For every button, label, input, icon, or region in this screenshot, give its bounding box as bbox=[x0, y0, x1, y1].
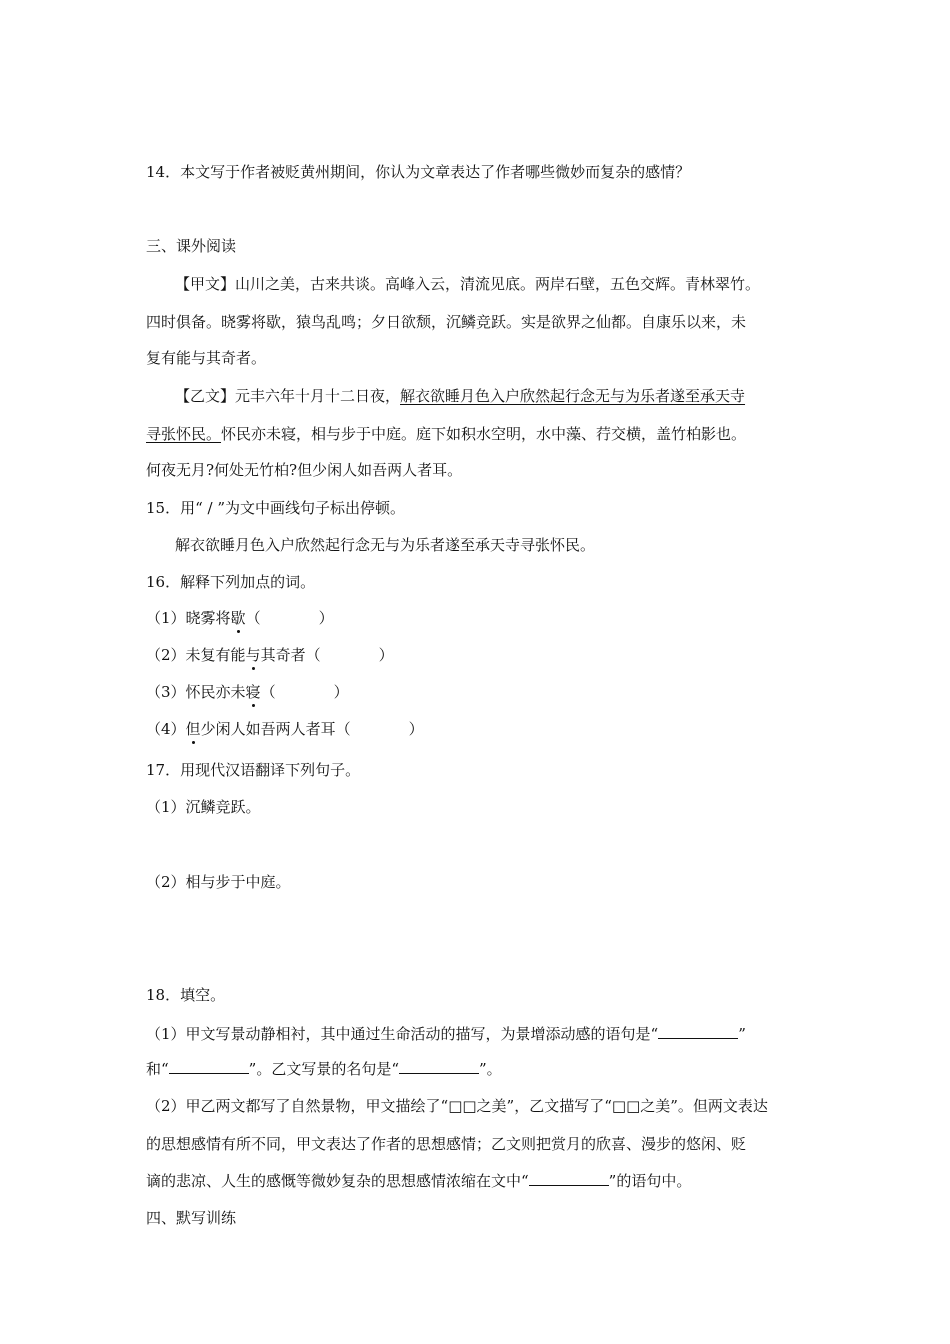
yi-text-line-3: 何夜无月?何处无竹柏?但少闲人如吾两人者耳。 bbox=[146, 461, 463, 479]
item-text: ） bbox=[378, 646, 394, 664]
dotted-word: 寝 bbox=[245, 683, 261, 701]
question-18-part-2-line-3 bbox=[146, 1171, 691, 1191]
question-18-stem: 18．填空。 bbox=[146, 986, 226, 1004]
dotted-word: 与 bbox=[245, 646, 261, 664]
question-14: 14．本文写于作者被贬黄州期间，你认为文章表达了作者哪些微妙而复杂的感情？ bbox=[146, 163, 691, 181]
question-18-part-1-line-1 bbox=[146, 1024, 746, 1044]
item-text: （1）甲文写景动静相衬，其中通过生命活动的描写，为景增添动感的语句是“ bbox=[146, 1025, 659, 1043]
item-text: （2）未复有能 bbox=[146, 646, 246, 664]
item-text: ） bbox=[408, 720, 424, 738]
question-16-stem: 16．解释下列加点的词。 bbox=[146, 573, 316, 591]
answer-blank bbox=[529, 1171, 609, 1186]
item-text: （4） bbox=[146, 720, 186, 738]
yi-text-line-1 bbox=[175, 386, 745, 406]
jia-text-line-1: 【甲文】山川之美，古来共谈。高峰入云，清流见底。两岸石壁，五色交辉。青林翠竹。 bbox=[175, 275, 761, 293]
answer-blank bbox=[658, 1024, 738, 1039]
item-text: （3）怀民亦未 bbox=[146, 683, 246, 701]
jia-text-line-2: 四时俱备。晓雾将歇，猿鸟乱鸣；夕日欲颓，沉鳞竞跃。实是欲界之仙都。自康乐以来，未 bbox=[146, 313, 747, 331]
question-15-sentence: 解衣欲睡月色入户欣然起行念无与为乐者遂至承天寺寻张怀民。 bbox=[175, 536, 596, 554]
answer-blank bbox=[169, 1059, 249, 1074]
yi-underlined-sentence: 解衣欲睡月色入户欣然起行念无与为乐者遂至承天寺 bbox=[400, 387, 746, 405]
question-16-item-4 bbox=[146, 719, 424, 739]
jia-text-line-3: 复有能与其奇者。 bbox=[146, 349, 267, 367]
yi-text-plain: 【乙文】元丰六年十月十二日夜， bbox=[175, 387, 401, 405]
item-text: ” bbox=[738, 1025, 746, 1043]
item-text: ”。 bbox=[479, 1060, 502, 1078]
item-text: ） bbox=[318, 609, 334, 627]
question-18-part-2-line-1: （2）甲乙两文都写了自然景物，甲文描绘了“□□之美”，乙文描写了“□□之美”。但两文表达 bbox=[146, 1097, 768, 1115]
item-text: ”。乙文写景的名句是“ bbox=[248, 1060, 400, 1078]
item-text: （ bbox=[245, 609, 261, 627]
question-17-item-2: （2）相与步于中庭。 bbox=[146, 873, 291, 891]
question-15-stem: 15．用“ / ”为文中画线句子标出停顿。 bbox=[146, 499, 406, 517]
question-16-item-1 bbox=[146, 608, 334, 628]
question-17-item-1: （1）沉鳞竞跃。 bbox=[146, 798, 261, 816]
item-text: 少闲人如吾两人者耳（ bbox=[200, 720, 351, 738]
question-18-part-2-line-2: 的思想感情有所不同，甲文表达了作者的思想感情；乙文则把赏月的欣喜、漫步的悠闲、贬 bbox=[146, 1135, 747, 1153]
yi-text-rest: 怀民亦未寝，相与步于中庭。庭下如积水空明，水中藻、荇交横，盖竹柏影也。 bbox=[221, 425, 747, 443]
yi-underlined-sentence-end: 寻张怀民。 bbox=[146, 425, 222, 443]
question-16-item-3 bbox=[146, 682, 349, 702]
item-text: 和“ bbox=[146, 1060, 169, 1078]
section-4-heading: 四、默写训练 bbox=[146, 1209, 237, 1227]
dotted-word: 歇 bbox=[230, 609, 246, 627]
item-text: ） bbox=[333, 683, 349, 701]
item-text: （1）晓雾将 bbox=[146, 609, 231, 627]
answer-blank bbox=[399, 1059, 479, 1074]
dotted-word: 但 bbox=[185, 720, 201, 738]
item-text: 其奇者（ bbox=[260, 646, 321, 664]
section-3-heading: 三、课外阅读 bbox=[146, 237, 237, 255]
question-18-part-1-line-2 bbox=[146, 1059, 502, 1079]
item-text: ”的语句中。 bbox=[608, 1172, 692, 1190]
item-text: 谪的悲凉、人生的感慨等微妙复杂的思想感情浓缩在文中“ bbox=[146, 1172, 529, 1190]
question-16-item-2 bbox=[146, 645, 394, 665]
question-17-stem: 17．用现代汉语翻译下列句子。 bbox=[146, 761, 361, 779]
item-text: （ bbox=[260, 683, 276, 701]
yi-text-line-2 bbox=[146, 424, 746, 444]
